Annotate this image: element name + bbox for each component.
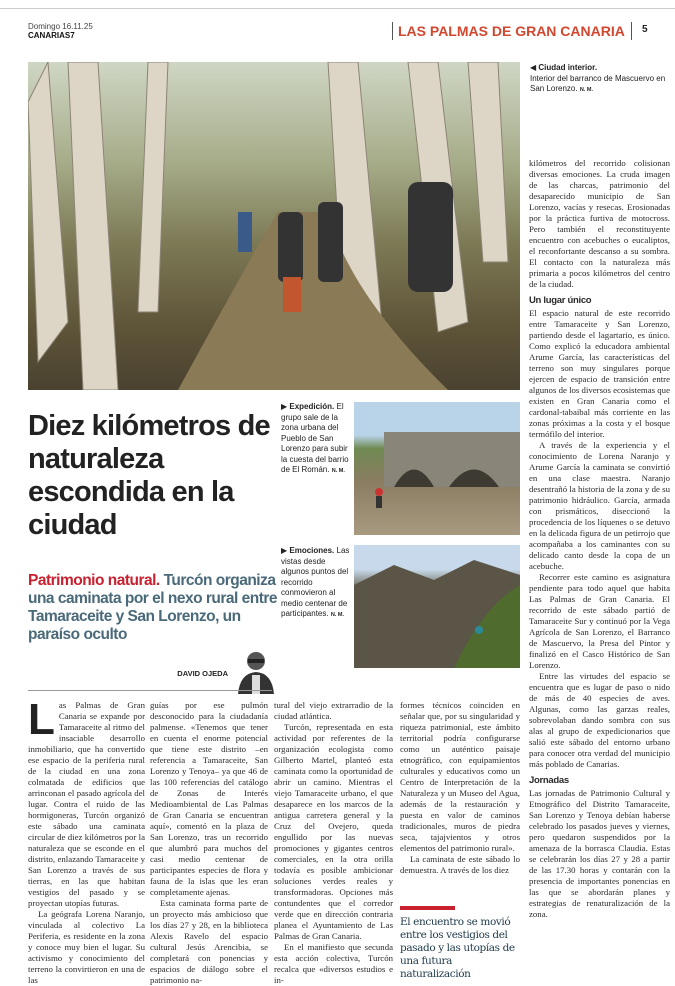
expedicion-photo xyxy=(354,402,520,535)
emociones-caption: ▶ Emociones. Las vistas desde algunos puntos del recorrido conmovieron al medio centenar de participantes. N. M. xyxy=(281,546,350,618)
top-rule xyxy=(0,8,675,9)
expedicion-caption: ▶ Expedición. El grupo sale de la zona urbana del Pueblo de San Lorenzo para subir la cuesta del barrio de El Román. N. M. xyxy=(281,402,349,474)
main-photo xyxy=(28,62,520,390)
subheadline: Patrimonio natural. Turcón organiza una caminata por el nexo rural entre Tamaraceite y San Lorenzo, un paraíso oculto xyxy=(28,572,278,643)
byline-rule xyxy=(28,690,272,691)
newspaper-brand: CANARIAS7 xyxy=(28,31,75,40)
body-column-4: formes técnicos coinciden en señalar que, por su singularidad y riqueza patrimonial, este ámbito territorial podría configurarse como un auténtico paisaje etnográfico, con equipamientos culturales y educativos como un Centro de Interpretación de la Naturaleza y un Museo del Agua, además de la restauración y puesta en valor de caminos tradicionales, muros de piedra seca, tajajvientos y otros elementos del patrimonio rural». La caminata de este sábado lo demuestra. A través de los diez El encuentro se movió entre los vestigios del pasado y las utopías de una futura naturalización xyxy=(400,700,520,980)
headline-block xyxy=(28,410,278,694)
mountain-view-illustration xyxy=(354,545,520,668)
byline: DAVID OJEDA xyxy=(177,669,228,678)
body-column-2: guías por ese pulmón desconocido para la ciudadanía palmense. «Tenemos que tener en cuenta el enorme potencial que tiene este distrito –en referencia a Tamaraceite, San Lorenzo y Tenoya– ya que 46 de las 100 referencias del catálogo de Zonas de Interés Medioambiental de Las Palmas de Gran Canaria se encuentran aquí», comentó en la plaza de San Lorenzo, tras un recorrido que alumbró para muchos del casi medio centenar de participantes especies de flora y fauna de la islas que les eran completamente ajenas. Esta caminata forma parte de un proyecto más ambicioso que los días 27 y 28, en la biblioteca Alexis Ravelo del espacio cultural Jesús Arencibia, se completará con ponencias y espacios de diálogo sobre el patrimonio na- xyxy=(150,700,268,985)
emociones-photo xyxy=(354,545,520,668)
caption-arrow-icon: ◀ xyxy=(530,63,539,72)
author-avatar xyxy=(234,648,278,694)
drop-cap: L xyxy=(28,695,55,744)
main-photo-caption: ◀ Ciudad interior. Interior del barranco de Mascuervo en San Lorenzo. N. M. xyxy=(530,63,666,93)
subhead-lugar-unico: Un lugar único xyxy=(529,295,592,306)
kicker: Patrimonio natural. xyxy=(28,572,160,589)
body-column-5: kilómetros del recorrido colisionan diversas emociones. La cruda imagen de las charcas, patrimonio del desaparecido municipio de San Lorenzo, vacías y resecas. Erosionadas por la práctica furtiva de motocross. Pero también el reconstituyente encuentro con acebuches o eucaliptos, el reconfortante descanso a su sombra. El contacto con la naturaleza más primaria a pocos kilómetros del centro de la ciudad. Un lugar único El espacio natural de este recorrido entre Tamaraceite y San Lorenzo, partiendo desde el lagartario, es único. Como explicó la educadora ambiental Arume García, las características del terreno son muy singulares porque ejercen de espacio de transición entre algunos de los diversos ecosistemas que existen en Gran Canaria como el cardonal-tabaibal más corriente en las zonas próximas a la costa y el bosque termófilo del interior. A través de la experiencia y el conocimiento de Lorena Naranjo y Arume García la caminata se convirtió en una clase maestra. Naranjo desentrañó la historia de la zona y de su patrimonio hidráulico. García, armada con prismáticos, diseccionó la procedencia de los líquenes o se detuvo en la delicada figura de un petirrojo que acompañaba a los caminantes con su delicado canto desde la copa de un acebuche. Recorrer este camino es asignatura pendiente para todo aquel que habita Las Palmas de Gran Canaria. El recorrido de este sábado partió de Tamaraceite Sur y continuó por la Vega Agrícola de San Lorenzo, el Barranco de Mascuervo, la Presa del Pintor y finalizó en el Casco Histórico de San Lorenzo. Entre las virtudes del espacio se encuentra que es lugar de paso o nido de más de 40 especies de aves. Algunas, como las garzas reales, sobrevolaban dando sombra con sus alas al grupo de expedicionarios que salió este sábado del entorno urbano para conocer otra verdad del municipio más poblado de Canarias. Jornadas Las jornadas de Patrimonio Cultural y Etnográfico del Distrito Tamaraceite, San Lorenzo y Tenoya debían haberse celebrado los pasados jueves y viernes, pero quedaron suspendidos por la amenaza de la borrasca Claudia. Estas se celebrarán los días 27 y 28 a partir de las 17.30 horas y contarán con la presencia de importantes ponencias en las que se abordarán planes y estrategias de renaturalización de la zona. xyxy=(529,158,670,919)
subhead-jornadas: Jornadas xyxy=(529,775,569,786)
section-title: LAS PALMAS DE GRAN CANARIA xyxy=(392,22,632,40)
pull-quote-bar xyxy=(400,906,455,910)
caption-arrow-icon: ▶ xyxy=(281,546,290,555)
body-column-3: tural del viejo extrarradio de la ciudad atlántica. Turcón, representada en esta actividad por referentes de la organización ecologista como Gilberto Martel, planteó esta caminata como la oportunidad de abrir un camino. Mientras el viejo Tamaraceite urbano, el que desaparece en los marcos de la antigua carretera general y la Cruz del Ovejero, queda engullido por las nuevas promociones y gigantes centros comerciales, en la otra orilla todavía es posible ambicionar soluciones verdes reales y transformadoras. Opciones más contundentes que el corredor verde que en dirección contraria planea el Ayuntamiento de Las Palmas de Gran Canaria. En el manifiesto que secunda esta acción colectiva, Turcón recalca que «diversos estudios e in- xyxy=(274,700,393,985)
byline-row xyxy=(28,648,278,694)
bridge-illustration xyxy=(354,402,520,535)
page-number: 5 xyxy=(642,24,648,35)
body-column-1: L as Palmas de Gran Canaria se expande por Tamaraceite al ritmo del insaciable desarrollo inmobiliario, que ha convertido ese espacio de la periferia rural de la ciudad en una zona colmatada de edificios que arrinconan el pasado agrícola del lugar. Contra el ruido de las hormigoneras, Turcón organizó este sábado una caminata circular de diez kilómetros por la naturaleza que se esconde en el distrito, enlazando Tamaraceite y San Lorenzo a través de sus tierras, en las que habitan vestigios del pasado y se proyectan utopías futuras. La geógrafa Lorena Naranjo, vinculada al colectivo La Periferia, es residente en la zona y conoce muy bien el lugar. Su activismo y conocimiento del terreno la convirtieron en una de las xyxy=(28,695,145,985)
headline: Diez kilómetros de naturaleza escondida en la ciudad xyxy=(28,410,270,541)
caption-arrow-icon: ▶ xyxy=(281,402,290,411)
forest-hikers-illustration xyxy=(28,62,520,390)
issue-date: Domingo 16.11.25 xyxy=(28,22,93,31)
pull-quote: El encuentro se movió entre los vestigios del pasado y las utopías de una futura naturalización xyxy=(400,916,515,980)
